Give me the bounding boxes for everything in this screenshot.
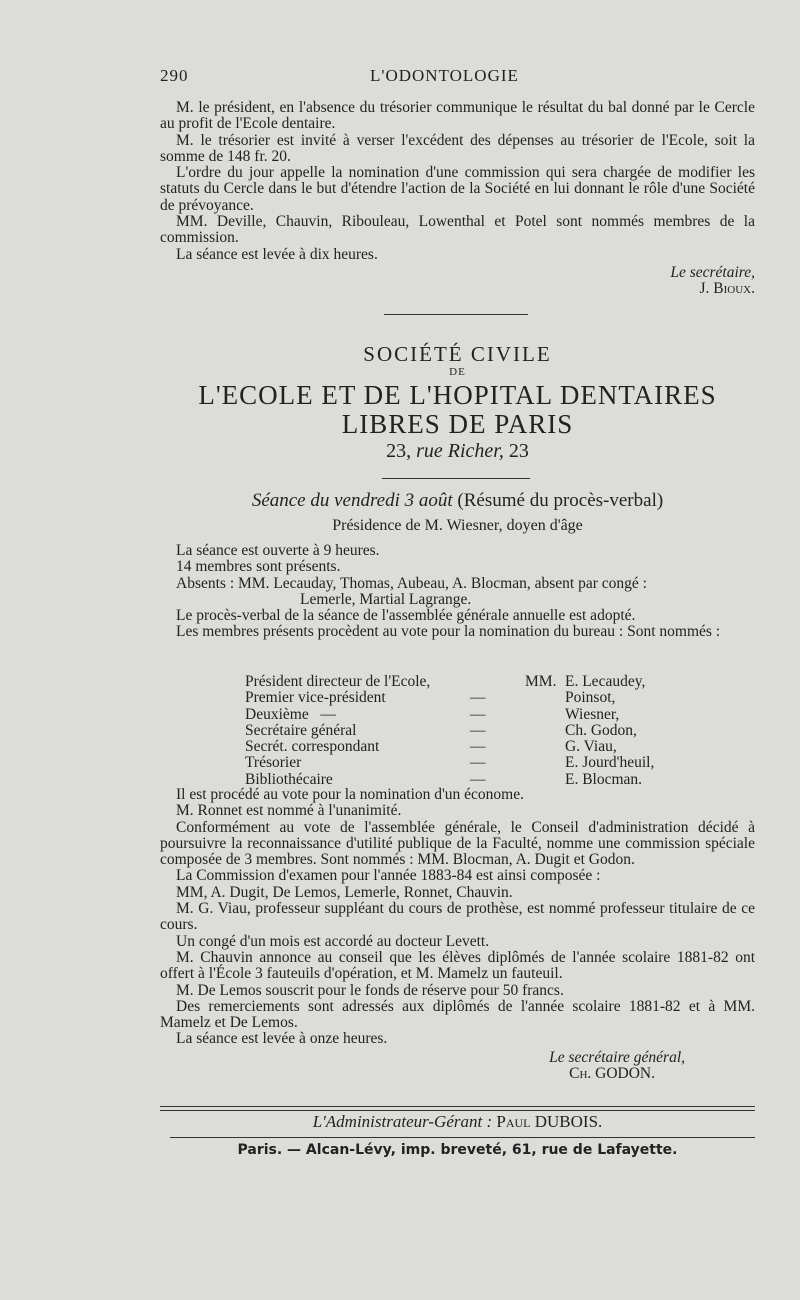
footer-rule-bottom <box>170 1137 755 1138</box>
printer-line: Paris. — Alcan-Lévy, imp. breveté, 61, rue de Lafayette. <box>237 1142 678 1158</box>
list-item <box>245 707 755 723</box>
society-title-de: DE <box>449 366 466 378</box>
paragraph: Il est procédé au vote pour la nomination d'un économe. <box>176 786 524 803</box>
paragraph: La Commission d'examen pour l'année 1883-84 est ainsi composée : <box>176 867 601 885</box>
bureau-dash: — <box>470 705 486 723</box>
session-presidence: Présidence de M. Wiesner, doyen d'âge <box>332 517 583 534</box>
running-head: L'ODONTOLOGIE <box>370 66 519 85</box>
paragraph: La séance est ouverte à 9 heures. <box>176 542 380 559</box>
paragraph: La séance est levée à onze heures. <box>176 1030 388 1048</box>
paragraph: M. Chauvin annonce au conseil que les élèves diplômés de l'année scolaire 1881-82 ont offert à l'École 3 fauteuils d'opération, et M. Mamelz un fauteuil. <box>160 948 755 983</box>
section-divider <box>382 478 530 479</box>
bureau-member: G. Viau, <box>565 738 617 756</box>
paragraph: L'ordre du jour appelle la nomination d'une commission qui sera chargée de modifier les statuts du Cercle dans le but d'étendre l'action de la Société en lui donnant le rôle d'une Société de prévoyance. <box>160 164 755 214</box>
session-heading <box>160 490 755 512</box>
administrator-line <box>160 1112 755 1132</box>
paragraph: Un congé d'un mois est accordé au docteur Levett. <box>176 932 490 950</box>
paragraph: Conformément au vote de l'assemblée générale, le Conseil d'administration décidé à poursuivre la reconnaissance d'utilité publique de la Faculté, nomme une commission spéciale composée de 3 membres. Sont nommés : MM. Blocman, A. Dugit et Godon. <box>160 818 755 869</box>
session-continued <box>160 787 755 1082</box>
page-number: 290 <box>160 66 189 85</box>
footer-rule-top <box>160 1110 755 1111</box>
society-title-line2: L'ECOLE ET DE L'HOPITAL DENTAIRES <box>198 380 717 410</box>
bureau-member: E. Jourd'heuil, <box>565 754 655 772</box>
administrator-name: Paul DUBOIS. <box>496 1112 603 1131</box>
paragraph: La séance est levée à dix heures. <box>176 245 378 263</box>
session-subtitle: (Résumé du procès-verbal) <box>457 490 664 511</box>
bureau-dash: — <box>470 754 486 772</box>
paragraph: Les membres présents procèdent au vote pour la nomination du bureau : Sont nommés : <box>176 623 721 641</box>
paragraph: MM, A. Dugit, De Lemos, Lemerle, Ronnet, Chauvin. <box>176 883 513 901</box>
address-number: 23, <box>386 440 412 462</box>
paragraph: 14 membres sont présents. <box>176 558 341 576</box>
bureau-member: E. Lecaudey, <box>565 673 646 690</box>
society-title-line3: LIBRES DE PARIS <box>341 409 574 439</box>
paragraph: M. De Lemos souscrit pour le fonds de réserve pour 50 francs. <box>176 981 564 999</box>
paragraph: Absents : MM. Lecauday, Thomas, Aubeau, A. Blocman, absent par congé : <box>176 574 647 592</box>
bureau-dash: — <box>470 770 486 788</box>
paragraph: M. le trésorier est invité à verser l'excédent des dépenses au trésorier de l'Ecole, soit la somme de 148 fr. 20. <box>160 131 755 165</box>
list-item <box>245 690 755 706</box>
bureau-mm: MM. <box>525 673 557 690</box>
paragraph: M. le président, en l'absence du trésorier communique le résultat du bal donné par le Cercle au profit de l'Ecole dentaire. <box>160 99 755 133</box>
bureau-role: Bibliothécaire <box>245 770 333 788</box>
society-address <box>160 440 755 463</box>
bureau-member: Ch. Godon, <box>565 721 637 739</box>
bureau-role: Secrétaire général <box>245 721 357 739</box>
bureau-dash: — <box>470 689 486 707</box>
bureau-role: Premier vice-président <box>245 689 386 707</box>
bureau-role: Président directeur de l'Ecole, <box>245 673 431 690</box>
top-minutes <box>160 100 755 298</box>
administrator-label: L'Administrateur-Gérant : <box>312 1112 493 1131</box>
list-item <box>245 674 755 690</box>
bureau-role: Trésorier <box>245 754 302 772</box>
signature-name: Ch. GODON. <box>569 1065 655 1083</box>
bureau-dash: — <box>470 738 486 756</box>
bureau-member: E. Blocman. <box>565 770 643 788</box>
section-divider <box>384 314 528 315</box>
paragraph: Le procès-verbal de la séance de l'assemblée générale annuelle est adopté. <box>176 607 636 625</box>
bureau-role: Deuxième — <box>245 705 336 723</box>
bureau-member: Poinsot, <box>565 689 616 707</box>
bureau-member: Wiesner, <box>565 705 620 723</box>
list-item <box>245 739 755 755</box>
bureau-list <box>245 674 755 788</box>
session-date: Séance du vendredi 3 août <box>251 490 453 511</box>
signature-role: Le secrétaire général, <box>549 1048 685 1066</box>
signature-role: Le secrétaire, <box>670 263 755 281</box>
bureau-dash: — <box>470 721 486 739</box>
page-header <box>160 66 755 90</box>
list-item <box>245 723 755 739</box>
society-title-line1: SOCIÉTÉ CIVILE <box>363 342 552 366</box>
paragraph: MM. Deville, Chauvin, Ribouleau, Lowenthal et Potel sont nommés membres de la commission. <box>160 213 755 247</box>
paragraph: Des remerciements sont adressés aux diplômés de l'année scolaire 1881-82 et à MM. Mamelz et De Lemos. <box>160 997 755 1032</box>
bureau-role: Secrét. correspondant <box>245 738 380 756</box>
session-intro <box>160 543 755 641</box>
paragraph: M. G. Viau, professeur suppléant du cours de prothèse, est nommé professeur titulaire de ce cours. <box>160 900 755 934</box>
address-street: rue Richer, <box>416 440 504 462</box>
signature-name: J. Bioux. <box>699 280 755 298</box>
paragraph: Lemerle, Martial Lagrange. <box>300 590 472 608</box>
footer-rule-top <box>160 1106 755 1107</box>
paragraph: M. Ronnet est nommé à l'unanimité. <box>176 802 402 820</box>
list-item <box>245 755 755 771</box>
address-number: 23 <box>508 440 529 462</box>
